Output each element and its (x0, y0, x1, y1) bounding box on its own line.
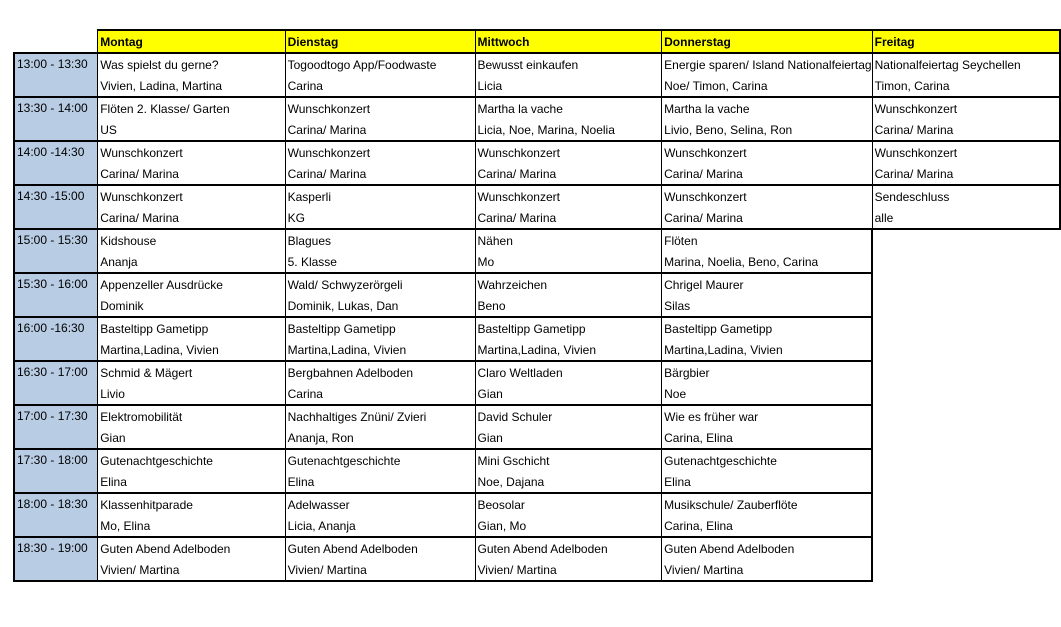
time-slot-spacer (14, 75, 98, 97)
program-title-tuesday: Adelwasser (285, 493, 475, 515)
program-people-monday: Elina (98, 471, 285, 493)
program-title-thursday: Bärgbier (662, 361, 872, 383)
corner-cell (14, 30, 98, 53)
program-title-tuesday: Guten Abend Adelboden (285, 537, 475, 559)
time-slot-label: 13:30 - 14:00 (14, 97, 98, 119)
program-people-wednesday: Gian (475, 427, 662, 449)
empty-cell (872, 405, 1060, 427)
day-header-tuesday: Dienstag (285, 30, 475, 53)
schedule-row-title (14, 317, 1060, 339)
schedule-row-title (14, 141, 1060, 163)
empty-cell (872, 339, 1060, 361)
program-title-tuesday: Wunschkonzert (285, 97, 475, 119)
program-title-wednesday: Guten Abend Adelboden (475, 537, 662, 559)
program-title-monday: Wunschkonzert (98, 185, 285, 207)
empty-cell (872, 273, 1060, 295)
program-people-thursday: Livio, Beno, Selina, Ron (662, 119, 872, 141)
time-slot-spacer (14, 295, 98, 317)
empty-cell (872, 493, 1060, 515)
program-title-tuesday: Bergbahnen Adelboden (285, 361, 475, 383)
program-people-wednesday: Vivien/ Martina (475, 559, 662, 581)
program-people-monday: Livio (98, 383, 285, 405)
schedule-row-people (14, 251, 1060, 273)
empty-cell (872, 251, 1060, 273)
time-slot-label: 17:30 - 18:00 (14, 449, 98, 471)
schedule-row-people (14, 559, 1060, 581)
program-people-friday: Timon, Carina (872, 75, 1060, 97)
time-slot-label: 16:30 - 17:00 (14, 361, 98, 383)
program-title-wednesday: David Schuler (475, 405, 662, 427)
program-title-monday: Klassenhitparade (98, 493, 285, 515)
program-title-wednesday: Martha la vache (475, 97, 662, 119)
program-people-wednesday: Licia, Noe, Marina, Noelia (475, 119, 662, 141)
day-header-thursday: Donnerstag (662, 30, 872, 53)
program-title-thursday: Flöten (662, 229, 872, 251)
empty-cell (872, 449, 1060, 471)
program-people-monday: Gian (98, 427, 285, 449)
program-title-monday: Appenzeller Ausdrücke (98, 273, 285, 295)
program-title-wednesday: Mini Gschicht (475, 449, 662, 471)
empty-cell (872, 383, 1060, 405)
program-people-thursday: Carina, Elina (662, 427, 872, 449)
program-title-tuesday: Nachhaltiges Znüni/ Zvieri (285, 405, 475, 427)
schedule-row-title (14, 97, 1060, 119)
program-people-wednesday: Carina/ Marina (475, 207, 662, 229)
program-people-thursday: Noe/ Timon, Carina (662, 75, 872, 97)
time-slot-spacer (14, 163, 98, 185)
program-title-monday: Guten Abend Adelboden (98, 537, 285, 559)
program-title-wednesday: Wunschkonzert (475, 141, 662, 163)
program-people-monday: Vivien/ Martina (98, 559, 285, 581)
program-title-tuesday: Basteltipp Gametipp (285, 317, 475, 339)
program-people-tuesday: Carina (285, 383, 475, 405)
program-people-tuesday: Carina/ Marina (285, 163, 475, 185)
schedule-row-title (14, 493, 1060, 515)
schedule-table (13, 29, 1061, 582)
empty-cell (872, 361, 1060, 383)
schedule-row-people (14, 207, 1060, 229)
schedule-row-title (14, 361, 1060, 383)
day-header-monday: Montag (98, 30, 285, 53)
program-title-monday: Schmid & Mägert (98, 361, 285, 383)
time-slot-spacer (14, 515, 98, 537)
program-title-friday: Sendeschluss (872, 185, 1060, 207)
program-title-wednesday: Beosolar (475, 493, 662, 515)
program-title-wednesday: Claro Weltladen (475, 361, 662, 383)
program-title-monday: Basteltipp Gametipp (98, 317, 285, 339)
schedule-row-title (14, 273, 1060, 295)
program-title-monday: Kidshouse (98, 229, 285, 251)
program-people-friday: Carina/ Marina (872, 119, 1060, 141)
empty-cell (872, 515, 1060, 537)
schedule-row-people (14, 471, 1060, 493)
program-title-tuesday: Kasperli (285, 185, 475, 207)
schedule-row-title (14, 229, 1060, 251)
program-title-tuesday: Gutenachtgeschichte (285, 449, 475, 471)
schedule-row-people (14, 339, 1060, 361)
program-people-tuesday: Elina (285, 471, 475, 493)
schedule-row-people (14, 427, 1060, 449)
schedule-row-people (14, 75, 1060, 97)
program-title-thursday: Guten Abend Adelboden (662, 537, 872, 559)
program-people-tuesday: Martina,Ladina, Vivien (285, 339, 475, 361)
program-people-wednesday: Beno (475, 295, 662, 317)
program-people-thursday: Martina,Ladina, Vivien (662, 339, 872, 361)
program-title-monday: Wunschkonzert (98, 141, 285, 163)
program-title-thursday: Wunschkonzert (662, 185, 872, 207)
schedule-row-title (14, 185, 1060, 207)
schedule-row-people (14, 515, 1060, 537)
program-people-thursday: Carina/ Marina (662, 207, 872, 229)
program-title-thursday: Martha la vache (662, 97, 872, 119)
program-people-tuesday: Dominik, Lukas, Dan (285, 295, 475, 317)
program-title-monday: Elektromobilität (98, 405, 285, 427)
time-slot-spacer (14, 559, 98, 581)
empty-cell (872, 295, 1060, 317)
schedule-row-people (14, 119, 1060, 141)
program-people-wednesday: Licia (475, 75, 662, 97)
schedule-row-title (14, 537, 1060, 559)
empty-cell (872, 559, 1060, 581)
time-slot-spacer (14, 119, 98, 141)
program-people-monday: Martina,Ladina, Vivien (98, 339, 285, 361)
empty-cell (872, 317, 1060, 339)
program-title-wednesday: Basteltipp Gametipp (475, 317, 662, 339)
program-title-monday: Gutenachtgeschichte (98, 449, 285, 471)
program-people-monday: Dominik (98, 295, 285, 317)
program-people-monday: Ananja (98, 251, 285, 273)
program-title-thursday: Basteltipp Gametipp (662, 317, 872, 339)
schedule-body (14, 53, 1060, 581)
time-slot-spacer (14, 251, 98, 273)
program-title-tuesday: Togoodtogo App/Foodwaste (285, 53, 475, 75)
schedule-row-title (14, 449, 1060, 471)
program-people-wednesday: Gian, Mo (475, 515, 662, 537)
program-people-tuesday: KG (285, 207, 475, 229)
program-people-tuesday: 5. Klasse (285, 251, 475, 273)
schedule-row-people (14, 295, 1060, 317)
time-slot-spacer (14, 383, 98, 405)
empty-cell (872, 427, 1060, 449)
time-slot-label: 14:30 -15:00 (14, 185, 98, 207)
program-people-thursday: Carina/ Marina (662, 163, 872, 185)
empty-cell (872, 537, 1060, 559)
program-people-thursday: Elina (662, 471, 872, 493)
program-people-monday: Vivien, Ladina, Martina (98, 75, 285, 97)
schedule-row-title (14, 405, 1060, 427)
program-people-monday: Carina/ Marina (98, 207, 285, 229)
program-title-monday: Flöten 2. Klasse/ Garten (98, 97, 285, 119)
time-slot-spacer (14, 207, 98, 229)
program-people-thursday: Carina, Elina (662, 515, 872, 537)
program-title-thursday: Chrigel Maurer (662, 273, 872, 295)
time-slot-label: 13:00 - 13:30 (14, 53, 98, 75)
program-title-friday: Nationalfeiertag Seychellen (872, 53, 1060, 75)
time-slot-label: 15:00 - 15:30 (14, 229, 98, 251)
program-title-wednesday: Nähen (475, 229, 662, 251)
program-people-thursday: Noe (662, 383, 872, 405)
empty-cell (872, 471, 1060, 493)
program-people-monday: US (98, 119, 285, 141)
program-people-wednesday: Gian (475, 383, 662, 405)
program-title-monday: Was spielst du gerne? (98, 53, 285, 75)
program-people-monday: Mo, Elina (98, 515, 285, 537)
time-slot-label: 18:30 - 19:00 (14, 537, 98, 559)
program-people-thursday: Marina, Noelia, Beno, Carina (662, 251, 872, 273)
program-people-wednesday: Martina,Ladina, Vivien (475, 339, 662, 361)
program-people-friday: alle (872, 207, 1060, 229)
program-title-wednesday: Wahrzeichen (475, 273, 662, 295)
program-title-tuesday: Wunschkonzert (285, 141, 475, 163)
program-title-thursday: Musikschule/ Zauberflöte (662, 493, 872, 515)
time-slot-label: 15:30 - 16:00 (14, 273, 98, 295)
program-title-tuesday: Blagues (285, 229, 475, 251)
program-title-tuesday: Wald/ Schwyzerörgeli (285, 273, 475, 295)
time-slot-label: 18:00 - 18:30 (14, 493, 98, 515)
program-title-thursday: Gutenachtgeschichte (662, 449, 872, 471)
program-people-wednesday: Carina/ Marina (475, 163, 662, 185)
program-people-friday: Carina/ Marina (872, 163, 1060, 185)
day-header-friday: Freitag (872, 30, 1060, 53)
program-people-tuesday: Vivien/ Martina (285, 559, 475, 581)
time-slot-spacer (14, 339, 98, 361)
program-title-wednesday: Bewusst einkaufen (475, 53, 662, 75)
time-slot-label: 17:00 - 17:30 (14, 405, 98, 427)
schedule-row-people (14, 163, 1060, 185)
time-slot-label: 16:00 -16:30 (14, 317, 98, 339)
program-people-thursday: Silas (662, 295, 872, 317)
program-title-wednesday: Wunschkonzert (475, 185, 662, 207)
schedule-row-title (14, 53, 1060, 75)
program-people-monday: Carina/ Marina (98, 163, 285, 185)
day-header-row (14, 30, 1060, 53)
empty-cell (872, 229, 1060, 251)
schedule-row-people (14, 383, 1060, 405)
program-title-thursday: Wie es früher war (662, 405, 872, 427)
program-people-tuesday: Licia, Ananja (285, 515, 475, 537)
day-header-wednesday: Mittwoch (475, 30, 662, 53)
time-slot-spacer (14, 427, 98, 449)
program-title-thursday: Wunschkonzert (662, 141, 872, 163)
program-title-friday: Wunschkonzert (872, 141, 1060, 163)
program-people-thursday: Vivien/ Martina (662, 559, 872, 581)
time-slot-spacer (14, 471, 98, 493)
program-people-wednesday: Noe, Dajana (475, 471, 662, 493)
program-people-tuesday: Ananja, Ron (285, 427, 475, 449)
time-slot-label: 14:00 -14:30 (14, 141, 98, 163)
program-people-tuesday: Carina (285, 75, 475, 97)
program-people-wednesday: Mo (475, 251, 662, 273)
program-people-tuesday: Carina/ Marina (285, 119, 475, 141)
program-title-thursday: Energie sparen/ Island Nationalfeiertag (662, 53, 872, 75)
program-title-friday: Wunschkonzert (872, 97, 1060, 119)
